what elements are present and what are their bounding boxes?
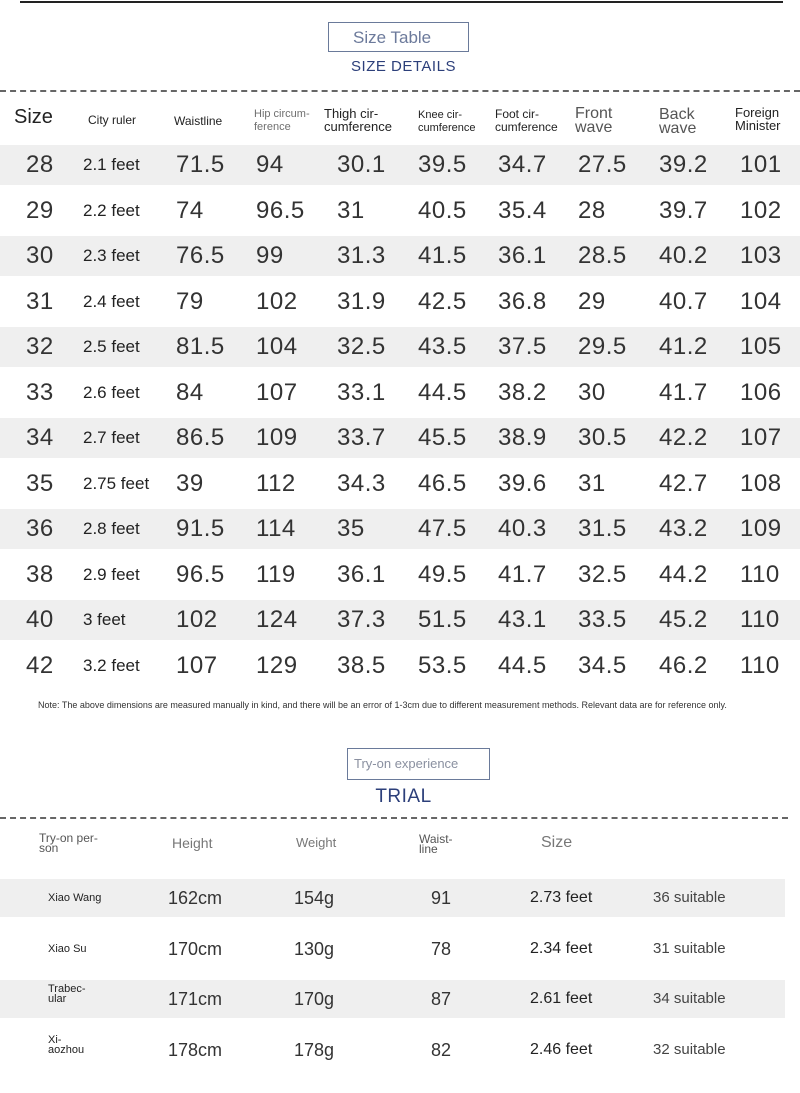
trial-cell-person: Trabec- ular [48, 983, 86, 1005]
cell-thigh: 32.5 [337, 333, 386, 360]
cell-ruler: 2.9 feet [83, 564, 140, 584]
cell-ruler: 3.2 feet [83, 655, 140, 675]
trial-cell-weight: 154g [294, 888, 335, 908]
size-row [0, 464, 800, 504]
cell-size: 32 [26, 333, 54, 360]
cell-waist: 71.5 [176, 151, 225, 178]
cell-thigh: 36.1 [337, 560, 386, 588]
cell-waist: 79 [176, 287, 204, 315]
cell-foreign-minister: 110 [740, 651, 780, 679]
cell-front-wave: 30 [578, 378, 606, 406]
cell-ruler: 3 feet [83, 610, 126, 629]
cell-front-wave: 29.5 [578, 333, 627, 360]
trial-row [0, 930, 785, 968]
cell-foreign-minister: 102 [740, 196, 782, 224]
trial-cell-waistline: 82 [431, 1039, 452, 1060]
cell-back-wave: 39.2 [659, 151, 708, 178]
size-row [0, 282, 800, 322]
header-front-wave: Front wave [575, 105, 613, 136]
cell-foreign-minister: 110 [740, 606, 780, 633]
trial-cell-weight: 170g [294, 989, 335, 1009]
dashed-divider [0, 90, 800, 92]
cell-back-wave: 40.7 [659, 287, 708, 315]
cell-thigh: 30.1 [337, 151, 386, 178]
cell-hip: 119 [256, 560, 296, 588]
cell-foot: 43.1 [498, 606, 547, 633]
trial-cell-size: 2.61 feet [530, 990, 593, 1007]
cell-foreign-minister: 104 [740, 287, 782, 315]
cell-size: 30 [26, 242, 54, 269]
cell-front-wave: 29 [578, 287, 606, 315]
trial-row [0, 879, 785, 917]
cell-back-wave: 42.7 [659, 469, 708, 497]
cell-knee: 42.5 [418, 287, 467, 315]
cell-foreign-minister: 109 [740, 515, 782, 542]
cell-thigh: 31 [337, 196, 365, 224]
dashed-divider-trial [0, 817, 788, 819]
cell-front-wave: 28.5 [578, 242, 627, 269]
cell-front-wave: 32.5 [578, 560, 627, 588]
cell-front-wave: 30.5 [578, 424, 627, 451]
cell-ruler: 2.2 feet [83, 200, 140, 220]
size-table-title: Size Table [328, 22, 469, 52]
cell-ruler: 2.75 feet [83, 473, 150, 493]
cell-foot: 35.4 [498, 196, 547, 224]
trial-cell-size: 2.73 feet [530, 889, 593, 906]
cell-knee: 53.5 [418, 651, 467, 679]
cell-back-wave: 40.2 [659, 242, 708, 269]
cell-foreign-minister: 107 [740, 424, 782, 451]
cell-waist: 107 [176, 651, 218, 679]
trial-cell-suitable: 32 suitable [653, 1040, 726, 1058]
cell-back-wave: 42.2 [659, 424, 708, 451]
cell-back-wave: 45.2 [659, 606, 708, 633]
cell-front-wave: 31.5 [578, 515, 627, 542]
header-back-wave: Back wave [659, 106, 697, 137]
cell-foreign-minister: 101 [740, 151, 782, 178]
cell-front-wave: 31 [578, 469, 606, 497]
cell-waist: 84 [176, 378, 204, 406]
cell-back-wave: 41.2 [659, 333, 708, 360]
trial-cell-waistline: 91 [431, 888, 452, 908]
trial-header-person: Try-on per- son [39, 831, 98, 855]
cell-ruler: 2.3 feet [83, 246, 140, 265]
trial-cell-weight: 178g [294, 1039, 335, 1060]
cell-thigh: 33.7 [337, 424, 386, 451]
cell-ruler: 2.4 feet [83, 291, 140, 311]
cell-foreign-minister: 110 [740, 560, 780, 588]
cell-foot: 40.3 [498, 515, 547, 542]
size-row [0, 555, 800, 595]
cell-ruler: 2.8 feet [83, 519, 140, 538]
trial-cell-height: 171cm [168, 989, 223, 1009]
size-row [0, 191, 800, 231]
cell-size: 36 [26, 515, 54, 542]
cell-foot: 41.7 [498, 560, 547, 588]
cell-knee: 45.5 [418, 424, 467, 451]
cell-thigh: 33.1 [337, 378, 386, 406]
trial-cell-person: Xiao Wang [48, 892, 102, 904]
cell-front-wave: 33.5 [578, 606, 627, 633]
trial-cell-waistline: 78 [431, 938, 452, 959]
top-rule [20, 1, 783, 3]
trial-cell-waistline: 87 [431, 989, 452, 1009]
trial-row [0, 1031, 785, 1069]
cell-hip: 124 [256, 606, 298, 633]
cell-knee: 41.5 [418, 242, 467, 269]
cell-waist: 39 [176, 469, 204, 497]
cell-hip: 104 [256, 333, 298, 360]
cell-thigh: 35 [337, 515, 365, 542]
cell-size: 34 [26, 424, 54, 451]
size-row [0, 600, 800, 640]
trial-header-waistline: Waist- line [419, 832, 453, 856]
cell-foot: 36.8 [498, 287, 547, 315]
cell-thigh: 31.9 [337, 287, 386, 315]
size-row [0, 509, 800, 549]
cell-knee: 44.5 [418, 378, 467, 406]
cell-foot: 37.5 [498, 333, 547, 360]
cell-knee: 47.5 [418, 515, 467, 542]
cell-ruler: 2.7 feet [83, 428, 140, 447]
cell-hip: 114 [256, 515, 296, 542]
cell-ruler: 2.1 feet [83, 155, 140, 174]
cell-ruler: 2.6 feet [83, 382, 140, 402]
trial-cell-height: 162cm [168, 888, 223, 908]
cell-thigh: 37.3 [337, 606, 386, 633]
header-foot: Foot cir- cumference [495, 107, 558, 134]
trial-cell-person: Xiao Su [48, 942, 87, 955]
size-row [0, 373, 800, 413]
cell-front-wave: 27.5 [578, 151, 627, 178]
cell-foreign-minister: 106 [740, 378, 782, 406]
cell-waist: 86.5 [176, 424, 225, 451]
cell-hip: 102 [256, 287, 298, 315]
cell-waist: 81.5 [176, 333, 225, 360]
cell-thigh: 34.3 [337, 469, 386, 497]
cell-hip: 96.5 [256, 196, 305, 224]
trial-row [0, 980, 785, 1018]
trial-cell-weight: 130g [294, 938, 335, 959]
cell-knee: 40.5 [418, 196, 467, 224]
cell-hip: 112 [256, 469, 296, 497]
trial-cell-size: 2.46 feet [530, 1040, 593, 1058]
trial-header-weight: Weight [296, 835, 337, 850]
header-city-ruler: City ruler [88, 113, 137, 127]
trial-cell-height: 178cm [168, 1039, 223, 1060]
cell-hip: 129 [256, 651, 298, 679]
trial-header-size: Size [541, 834, 573, 851]
size-row [0, 236, 800, 276]
size-row [0, 327, 800, 367]
cell-hip: 109 [256, 424, 298, 451]
cell-waist: 74 [176, 196, 204, 224]
cell-front-wave: 34.5 [578, 651, 627, 679]
trial-header-height: Height [172, 835, 213, 851]
cell-size: 38 [26, 560, 54, 588]
cell-foot: 38.9 [498, 424, 547, 451]
size-row [0, 145, 800, 185]
cell-size: 33 [26, 378, 54, 406]
cell-foot: 34.7 [498, 151, 547, 178]
size-table-header [0, 100, 800, 144]
cell-size: 28 [26, 151, 54, 178]
cell-ruler: 2.5 feet [83, 337, 140, 356]
header-thigh: Thigh cir- cumference [324, 106, 392, 134]
trial-subtitle: TRIAL [375, 786, 432, 807]
cell-waist: 102 [176, 606, 218, 633]
try-on-title: Try-on experience [347, 748, 490, 780]
cell-size: 42 [26, 651, 54, 679]
cell-foot: 39.6 [498, 469, 547, 497]
cell-knee: 43.5 [418, 333, 467, 360]
header-waistline: Waistline [174, 114, 223, 128]
cell-hip: 94 [256, 151, 284, 178]
trial-cell-suitable: 31 suitable [653, 939, 726, 957]
trial-cell-size: 2.34 feet [530, 939, 593, 957]
trial-cell-height: 170cm [168, 938, 223, 959]
trial-cell-person: Xi- aozhou [48, 1033, 85, 1056]
trial-cell-suitable: 34 suitable [653, 990, 726, 1007]
cell-foreign-minister: 103 [740, 242, 782, 269]
cell-waist: 76.5 [176, 242, 225, 269]
cell-foot: 38.2 [498, 378, 547, 406]
header-hip: Hip circum- ference [254, 108, 310, 133]
trial-cell-suitable: 36 suitable [653, 889, 726, 906]
cell-size: 35 [26, 469, 54, 497]
measurement-note: Note: The above dimensions are measured manually in kind, and there will be an error of 1-3cm due to different measurement methods. Relevant data are for reference only. [38, 700, 727, 710]
cell-thigh: 31.3 [337, 242, 386, 269]
cell-knee: 46.5 [418, 469, 467, 497]
size-row [0, 646, 800, 686]
header-size: Size [14, 106, 53, 128]
cell-back-wave: 44.2 [659, 560, 708, 588]
cell-knee: 39.5 [418, 151, 467, 178]
cell-size: 40 [26, 606, 54, 633]
cell-hip: 107 [256, 378, 298, 406]
cell-foot: 44.5 [498, 651, 547, 679]
cell-thigh: 38.5 [337, 651, 386, 679]
cell-back-wave: 41.7 [659, 378, 708, 406]
size-details-subtitle: SIZE DETAILS [351, 58, 456, 75]
cell-size: 31 [26, 287, 54, 315]
cell-back-wave: 46.2 [659, 651, 708, 679]
cell-back-wave: 43.2 [659, 515, 708, 542]
cell-back-wave: 39.7 [659, 196, 708, 224]
cell-foreign-minister: 105 [740, 333, 782, 360]
cell-size: 29 [26, 196, 54, 224]
header-foreign-minister: Foreign Minister [735, 105, 781, 133]
cell-front-wave: 28 [578, 196, 606, 224]
header-knee: Knee cir- cumference [418, 109, 476, 134]
size-row [0, 418, 800, 458]
cell-knee: 51.5 [418, 606, 467, 633]
cell-waist: 96.5 [176, 560, 225, 588]
cell-hip: 99 [256, 242, 284, 269]
cell-waist: 91.5 [176, 515, 225, 542]
cell-foot: 36.1 [498, 242, 547, 269]
cell-knee: 49.5 [418, 560, 467, 588]
cell-foreign-minister: 108 [740, 469, 782, 497]
